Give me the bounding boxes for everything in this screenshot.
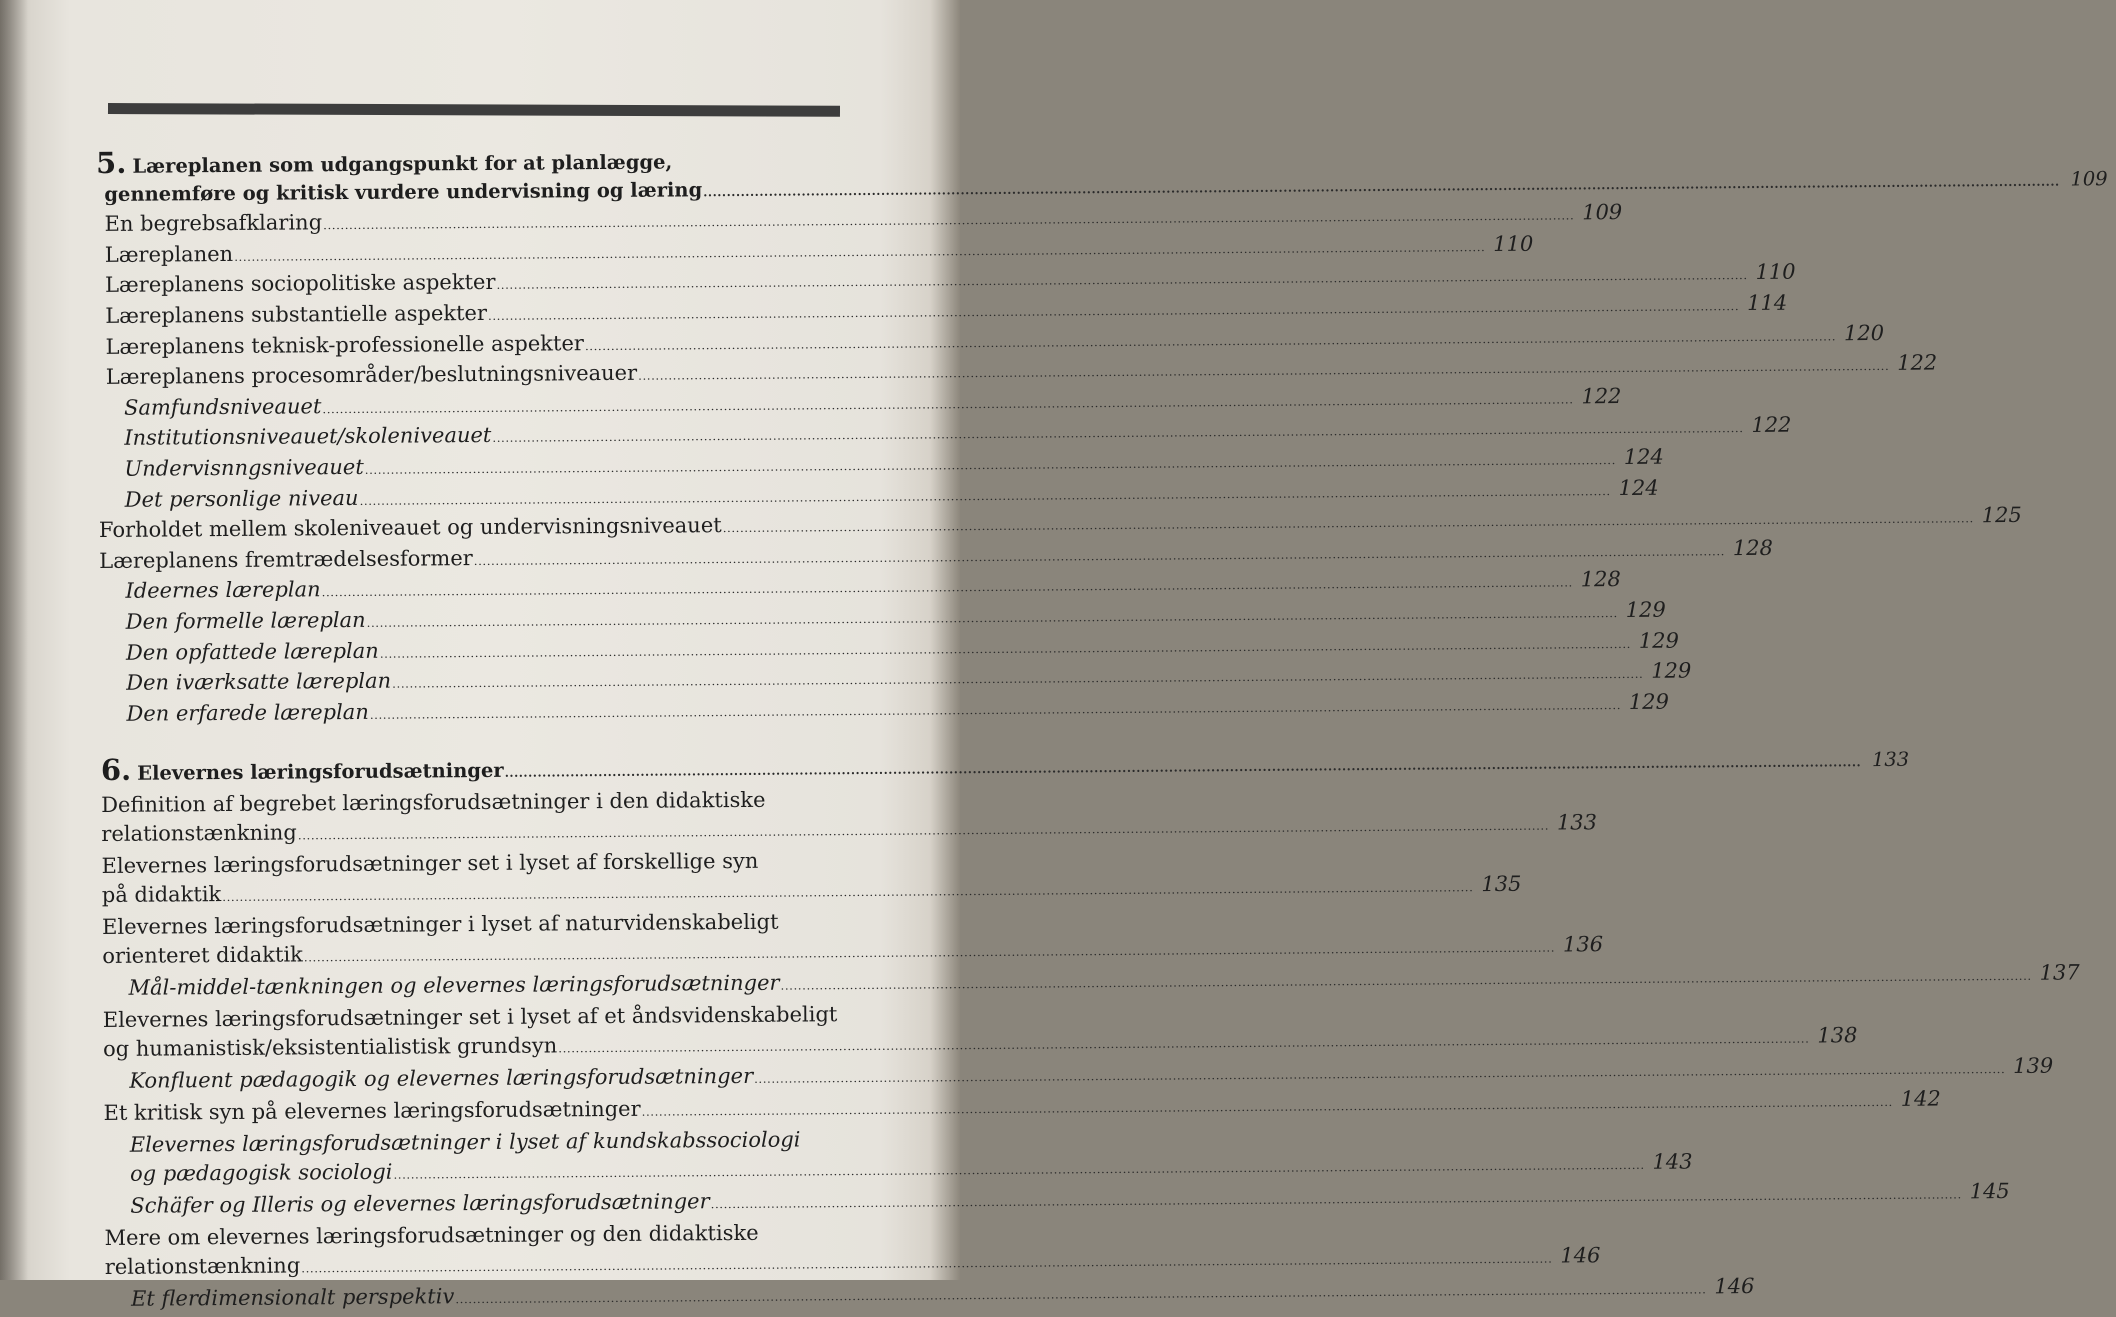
page-number: 129 (1638, 628, 1680, 653)
page-number: 138 (1817, 1023, 1858, 1048)
leader-dots (505, 749, 1862, 787)
entry-title: Den erfarede læreplan (126, 699, 369, 726)
entry-title: Læreplanens sociopolitiske aspekter (104, 270, 496, 298)
entry-title: Schäfer og Illeris og elevernes læringsforudsætninger (130, 1189, 710, 1218)
page-number: 135 (1481, 871, 1522, 897)
entry-title-line1: Elevernes læringsforudsætninger i lyset af naturvidenskabeligt (102, 909, 779, 939)
chapter-number: 5. (95, 145, 127, 180)
leader-dots (642, 1088, 1893, 1127)
page-number: 122 (1581, 383, 1622, 409)
toc-entry (102, 907, 1604, 974)
entry-title: Det personlige niveau (124, 485, 359, 512)
page-number: 143 (1652, 1149, 1693, 1174)
entry-title: Et flerdimensionalt perspektiv (130, 1284, 455, 1311)
leader-dots (780, 962, 2031, 1001)
entry-title: og humanistisk/eksistentialistisk grundsyn (102, 1033, 558, 1061)
toc-entry (101, 846, 1522, 913)
entry-title: Læreplanen (104, 241, 234, 267)
toc-entry (102, 1000, 1858, 1067)
page-number: 122 (1897, 350, 1938, 376)
entry-title: Læreplanens fremtrædelsesformer (99, 545, 473, 573)
entry-title: og pædagogisk sociologi (129, 1159, 393, 1186)
entry-title: Undervisnngsniveauet (124, 454, 364, 481)
top-rule (108, 103, 840, 117)
entry-title-line1: Elevernes læringsforudsætninger set i lyset af forskellige syn (101, 848, 759, 878)
entry-title: relationstænkning (104, 1253, 301, 1279)
page-number: 109 (2070, 166, 2108, 191)
leader-dots (703, 168, 2060, 206)
page-number: 136 (1562, 932, 1604, 957)
page-number: 128 (1580, 567, 1621, 592)
page-number: 114 (1746, 290, 1788, 316)
entry-title-line1: Elevernes læringsforudsætninger set i lyset af et åndsvidenskabeligt (102, 1002, 838, 1032)
toc-entry (104, 1218, 1601, 1285)
page-number: 124 (1618, 475, 1659, 500)
page-number: 145 (1969, 1178, 2010, 1204)
page-number: 128 (1732, 535, 1774, 560)
page-number: 110 (1755, 260, 1796, 285)
page-number: 125 (1981, 503, 2022, 528)
chapter-5-heading (95, 144, 2108, 211)
entry-title: Den iværksatte læreplan (126, 668, 392, 695)
page-number: 142 (1900, 1086, 1941, 1111)
leader-dots (711, 1180, 1962, 1219)
page-number: 133 (1871, 748, 1910, 772)
chapter-title-line2: gennemføre og kritisk vurdere undervisning og læring (104, 177, 703, 206)
entry-title: relationstænkning (101, 820, 297, 846)
entry-title: Forholdet mellem skoleniveauet og undervisningsniveauet (98, 513, 722, 543)
entry-title: Den formelle læreplan (125, 607, 366, 634)
entry-title: Læreplanens teknisk-professionelle aspekter (105, 330, 584, 359)
page-number: 137 (2039, 960, 2080, 985)
entry-title: Et kritisk syn på elevernes læringsforudsætninger (103, 1096, 641, 1125)
chapter-number: 6. (100, 753, 132, 788)
page-number: 146 (1560, 1243, 1601, 1268)
page-number: 122 (1751, 413, 1792, 438)
chapter-title-line1: Læreplanen som udgangspunkt for at planlægge, (132, 150, 673, 178)
entry-title: Læreplanens procesområder/beslutningsniveauer (105, 360, 638, 390)
entry-title: Den opfattede læreplan (125, 638, 379, 665)
page-number: 139 (2013, 1053, 2054, 1078)
leader-dots (638, 353, 1889, 390)
entry-title: orienteret didaktik (102, 942, 303, 968)
entry-title-line1: Mere om elevernes læringsforudsætninger og den didaktiske (104, 1220, 759, 1250)
page-number: 124 (1623, 444, 1664, 469)
leader-dots (298, 811, 1549, 850)
leader-dots (455, 1275, 1706, 1314)
entry-title: Samfundsniveauet (123, 393, 322, 420)
page-number: 129 (1628, 689, 1670, 714)
entry-title: Mål-middel-tænkningen og elevernes læringsforudsætninger (128, 970, 780, 1000)
chapter-title: Elevernes læringsforudsætninger (137, 759, 504, 785)
spine-shadow (0, 0, 28, 1280)
page-number: 109 (1582, 200, 1623, 225)
page-number: 110 (1493, 231, 1534, 256)
page-number: 120 (1843, 320, 1885, 345)
toc-entry (101, 785, 1598, 852)
leader-dots (723, 505, 1974, 542)
page-number: 129 (1651, 658, 1692, 683)
entry-title: Læreplanens substantielle aspekter (105, 300, 488, 328)
entry-title: Institutionsniveauet/skoleniveauet (124, 423, 492, 451)
entry-title: En begrebsafklaring (104, 210, 323, 237)
table-of-contents (95, 144, 2108, 1317)
entry-title: Ideernes læreplan (125, 577, 321, 604)
page-number: 133 (1556, 810, 1598, 835)
toc-subentry (105, 1273, 1755, 1317)
page-number: 129 (1625, 597, 1666, 622)
entry-title: Konfluent pædagogik og elevernes læringsforudsætninger (129, 1063, 754, 1093)
leader-dots (370, 692, 1621, 729)
toc-subentry (100, 689, 1670, 732)
entry-title-line1: Definition af begrebet læringsforudsætninger i den didaktiske (101, 787, 766, 817)
page-number: 146 (1714, 1273, 1755, 1299)
toc-subentry (104, 1125, 1693, 1192)
entry-title-line1: Elevernes læringsforudsætninger i lyset af kundskabssociologi (129, 1127, 801, 1157)
entry-title: på didaktik (101, 881, 222, 907)
